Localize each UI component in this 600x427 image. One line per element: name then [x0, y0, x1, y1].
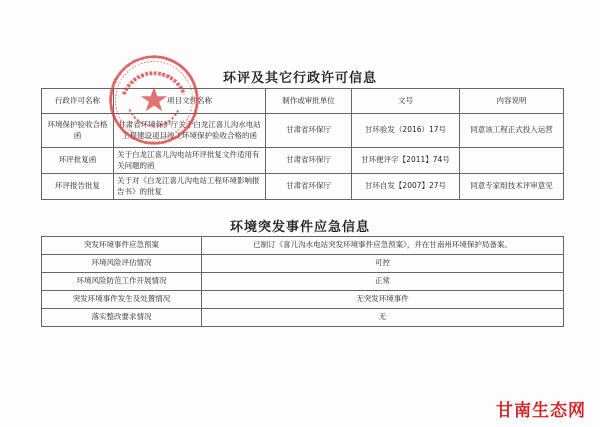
project-doc-cell: 关于对《白龙江喜儿沟电站工程环境影响报告书》的批复 — [114, 174, 266, 200]
permit-name-cell: 环评报告批复 — [42, 174, 114, 200]
event-value-cell: 无 — [202, 309, 564, 327]
project-doc-cell: 甘肃省环境保护厅关于白龙江喜儿沟水电站工程建设项目竣工环境保护验收合格的函 — [114, 114, 266, 148]
approval-unit-cell: 甘肃省环保厅 — [266, 148, 352, 174]
permit-name-cell: 环评批复函 — [42, 148, 114, 174]
event-value-cell: 无突发环境事件 — [202, 291, 564, 309]
table-row — [42, 237, 564, 255]
event-value-cell: 已制订《喜儿沟水电站突发环境事件应急预案》，并在甘南州环境保护局备案。 — [202, 237, 564, 255]
site-watermark: 甘南生态网 — [496, 401, 586, 421]
event-value-cell: 正常 — [202, 273, 564, 291]
events-section-title: 环境突发事件应急信息 — [229, 220, 370, 235]
column-header: 项目文件名称 — [114, 89, 266, 114]
permits-table — [41, 88, 564, 200]
events-table — [41, 236, 564, 327]
event-label-cell: 突发环境事件发生及处置情况 — [42, 291, 202, 309]
column-header: 文号 — [352, 89, 460, 114]
column-header: 制作或审批单位 — [266, 89, 352, 114]
event-value-cell: 可控 — [202, 255, 564, 273]
event-label-cell: 环境风险防范工作开展情况 — [42, 273, 202, 291]
event-label-cell: 突发环境事件应急预案 — [42, 237, 202, 255]
approval-unit-cell: 甘肃省环保厅 — [266, 114, 352, 148]
table-row — [42, 273, 564, 291]
column-header: 内容说明 — [460, 89, 564, 114]
table-row — [42, 114, 564, 148]
table-row — [42, 255, 564, 273]
permits-section-title: 环评及其它行政许可信息 — [222, 71, 377, 86]
doc-number-cell: 甘环自发【2007】27号 — [352, 174, 460, 200]
permits-header-row — [42, 89, 564, 114]
doc-number-cell: 甘环便评字【2011】74号 — [352, 148, 460, 174]
event-label-cell: 落实整改要求情况 — [42, 309, 202, 327]
note-cell: 同意该工程正式投入运营 — [460, 114, 564, 148]
table-row — [42, 309, 564, 327]
table-row — [42, 174, 564, 200]
event-label-cell: 环境风险评估情况 — [42, 255, 202, 273]
table-row — [42, 148, 564, 174]
column-header: 行政许可名称 — [42, 89, 114, 114]
approval-unit-cell: 甘肃省环保厅 — [266, 174, 352, 200]
table-row — [42, 291, 564, 309]
permit-name-cell: 环境保护验收合格函 — [42, 114, 114, 148]
note-cell: 同意专家组技术评审意见 — [460, 174, 564, 200]
doc-number-cell: 甘环验发（2016）17号 — [352, 114, 460, 148]
project-doc-cell: 关于白龙江喜儿沟电站环评批复文件适用有关问题的函 — [114, 148, 266, 174]
note-cell — [460, 148, 564, 174]
